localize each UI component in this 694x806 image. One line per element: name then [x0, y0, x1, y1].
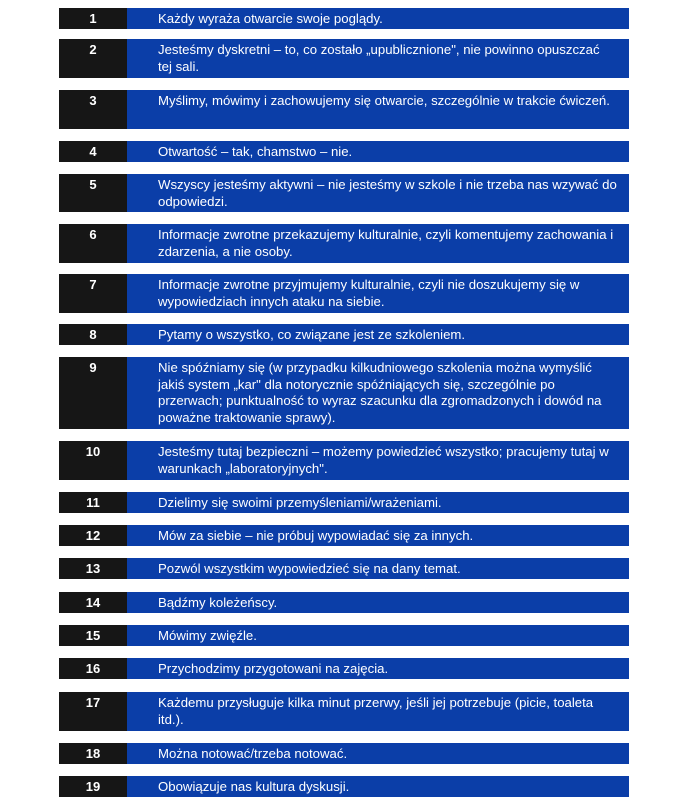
rule-text: Myślimy, mówimy i zachowujemy się otwarcie, szczególnie w trakcie ćwiczeń. [127, 90, 629, 129]
rule-text: Mów za siebie – nie próbuj wypowiadać się za innych. [127, 525, 629, 546]
rule-row [59, 658, 629, 679]
rule-number: 11 [59, 492, 127, 513]
rule-text: Obowiązuje nas kultura dyskusji. [127, 776, 629, 797]
rule-number: 14 [59, 592, 127, 613]
rule-text: Każdy wyraża otwarcie swoje poglądy. [127, 8, 629, 29]
rule-text: Bądźmy koleżeńscy. [127, 592, 629, 613]
rule-text: Nie spóźniamy się (w przypadku kilkudniowego szkolenia można wymyślić jakiś system „kar" dla notorycznie spóźniających się, szczególnie po przerwach; punktualność to wyraz szacunku dla zgromadzonych i dowód na poważne traktowanie sprawy). [127, 357, 629, 429]
rule-number: 5 [59, 174, 127, 212]
rule-row [59, 324, 629, 345]
rule-row [59, 8, 629, 29]
rule-text: Informacje zwrotne przekazujemy kulturalnie, czyli komentujemy zachowania i zdarzenia, a nie osoby. [127, 224, 629, 263]
rule-number: 19 [59, 776, 127, 797]
rule-number: 12 [59, 525, 127, 546]
rule-text: Pozwól wszystkim wypowiedzieć się na dany temat. [127, 558, 629, 579]
rule-number: 6 [59, 224, 127, 263]
rule-number: 4 [59, 141, 127, 162]
rule-text: Dzielimy się swoimi przemyśleniami/wrażeniami. [127, 492, 629, 513]
rule-number: 16 [59, 658, 127, 679]
rule-row [59, 90, 629, 129]
rule-number: 9 [59, 357, 127, 429]
rule-row [59, 357, 629, 429]
rule-row [59, 592, 629, 613]
rule-text: Przychodzimy przygotowani na zajęcia. [127, 658, 629, 679]
rule-text: Każdemu przysługuje kilka minut przerwy, jeśli jej potrzebuje (picie, toaleta itd.). [127, 692, 629, 731]
rule-number: 18 [59, 743, 127, 764]
rule-text: Mówimy zwięźle. [127, 625, 629, 646]
rule-number: 15 [59, 625, 127, 646]
rule-row [59, 558, 629, 579]
rule-text: Informacje zwrotne przyjmujemy kulturalnie, czyli nie doszukujemy się w wypowiedziach innych ataku na siebie. [127, 274, 629, 313]
rule-row [59, 141, 629, 162]
rule-number: 13 [59, 558, 127, 579]
rule-text: Można notować/trzeba notować. [127, 743, 629, 764]
rule-number: 10 [59, 441, 127, 480]
rule-row [59, 492, 629, 513]
rule-number: 1 [59, 8, 127, 29]
rule-number: 3 [59, 90, 127, 129]
rule-row [59, 39, 629, 78]
rule-text: Jesteśmy tutaj bezpieczni – możemy powiedzieć wszystko; pracujemy tutaj w warunkach „laboratoryjnych". [127, 441, 629, 480]
rule-row [59, 174, 629, 212]
rule-row [59, 441, 629, 480]
rule-row [59, 692, 629, 731]
rule-text: Pytamy o wszystko, co związane jest ze szkoleniem. [127, 324, 629, 345]
rule-text: Wszyscy jesteśmy aktywni – nie jesteśmy w szkole i nie trzeba nas wzywać do odpowiedzi. [127, 174, 629, 212]
rule-number: 17 [59, 692, 127, 731]
rule-number: 2 [59, 39, 127, 78]
rule-row [59, 625, 629, 646]
rule-text: Otwartość – tak, chamstwo – nie. [127, 141, 629, 162]
rule-row [59, 274, 629, 313]
rule-number: 7 [59, 274, 127, 313]
rule-row [59, 525, 629, 546]
rule-number: 8 [59, 324, 127, 345]
rule-row [59, 743, 629, 764]
rule-text: Jesteśmy dyskretni – to, co zostało „upublicznione", nie powinno opuszczać tej sali. [127, 39, 629, 78]
rule-row [59, 776, 629, 797]
rule-row [59, 224, 629, 263]
